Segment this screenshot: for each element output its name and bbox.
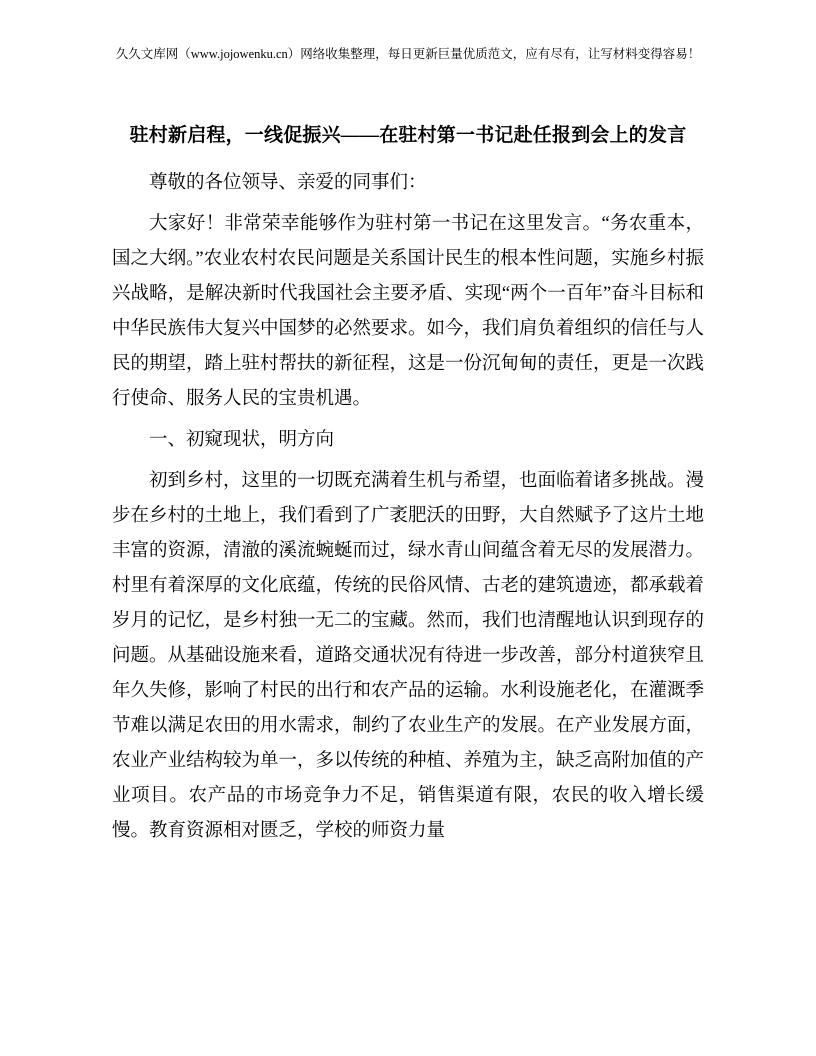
salutation: 尊敬的各位领导、亲爱的同事们： bbox=[149, 173, 427, 193]
page-title: 驻村新启程，一线促振兴——在驻村第一书记赴任报到会上的发言 bbox=[129, 125, 687, 146]
section-heading-one: 一、初窥现状，明方向 bbox=[149, 430, 335, 450]
opening-paragraph: 大家好！非常荣幸能够作为驻村第一书记在这里发言。“务农重本，国之大纲。”农业农村农民问题是关系国计民生的根本性问题，实施乡村振兴战略，是解决新时代我国社会主要矛盾、实现“两个一百年”奋斗目标和中华民族伟大复兴中国梦的必然要求。如今，我们肩负着组织的信任与人民的期望，踏上驻村帮扶的新征程，这是一份沉甸甸的责任，更是一次践行使命、服务人民的宝贵机遇。 bbox=[112, 214, 705, 409]
document-body bbox=[112, 120, 704, 855]
section-one-body: 初到乡村，这里的一切既充满着生机与希望，也面临着诸多挑战。漫步在乡村的土地上，我们看到了广袤肥沃的田野，大自然赋予了这片土地丰富的资源，清澈的溪流蜿蜒而过，绿水青山间蕴含着无尽的发展潜力。村里有着深厚的文化底蕴，传统的民俗风情、古老的建筑遗迹，都承载着岁月的记忆，是乡村独一无二的宝藏。然而，我们也清醒地认识到现存的问题。从基础设施来看，道路交通状况有待进一步改善，部分村道狭窄且年久失修，影响了村民的出行和农产品的运输。水利设施老化，在灌溉季节难以满足农田的用水需求，制约了农业生产的发展。在产业发展方面，农业产业结构较为单一，多以传统的种植、养殖为主，缺乏高附加值的产业项目。农产品的市场竞争力不足，销售渠道有限，农民的收入增长缓慢。教育资源相对匮乏，学校的师资力量 bbox=[112, 471, 705, 841]
site-watermark-note: 久久文库网（www.jojowenku.cn）网络收集整理，每日更新巨量优质范文，应有尽有，让写材料变得容易！ bbox=[115, 47, 701, 61]
